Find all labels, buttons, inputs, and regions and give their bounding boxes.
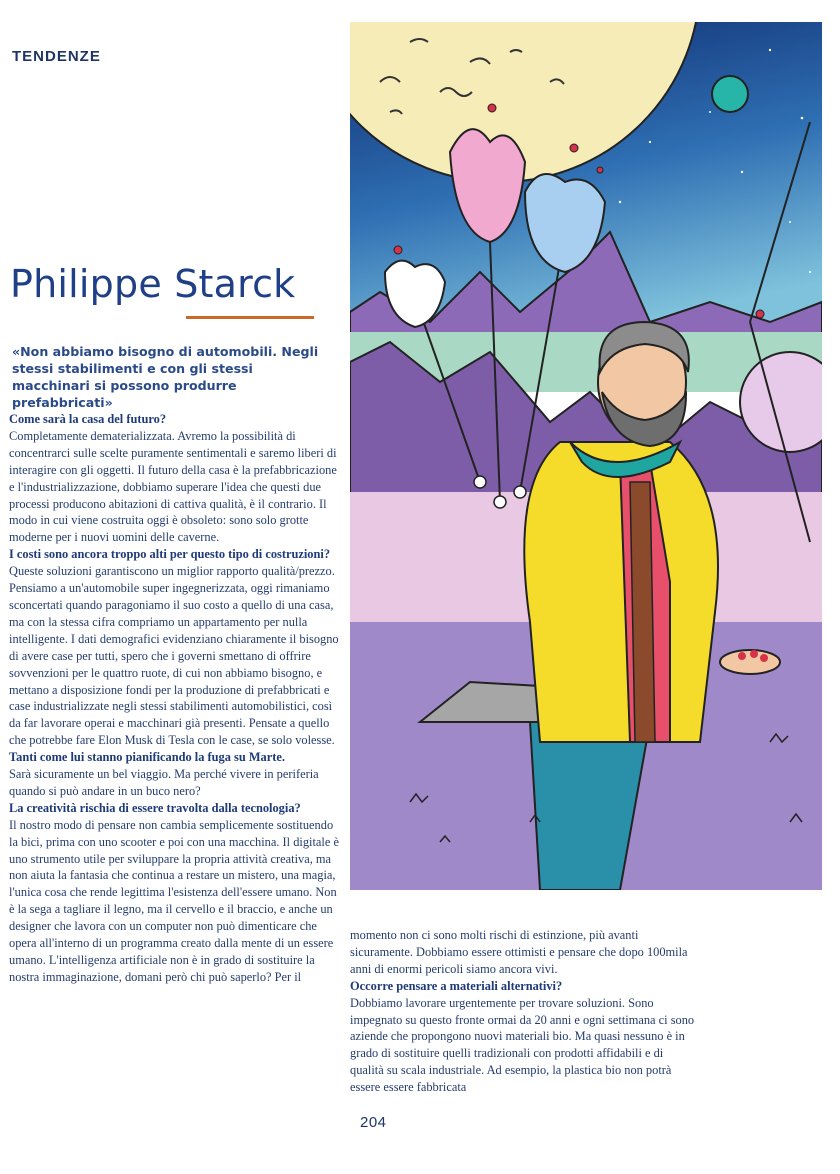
section-label: TENDENZE: [12, 48, 101, 65]
article-headline: [10, 262, 295, 306]
page-number: 204: [360, 1114, 387, 1131]
interview-answer: Queste soluzioni garantiscono un miglior rapporto qualità/prezzo. Pensiamo a un'automobile super ingegnerizzata, oggi rimaniamo sconcertati quando paragoniamo il suo costo a quello di una casa, ma con la stessa cifra compriamo un appartamento per nulla intelligente. I dati demografici evidenziano chiaramente il bisogno di avere case per tutti, spero che i governi smettano di offrire sovvenzioni per le quattro ruote, di cui non abbiamo bisogno, e mettano a disposizione fondi per la produzione di prefabbricati e case industrializzate negli stessi stabilimenti automobilistici, così da far lavorare operai e macchinari già presenti. Pensate a quello che potrebbe fare Elon Musk di Tesla con le case, se solo volesse.: [9, 564, 339, 748]
interview-answer: Completamente dematerializzata. Avremo la possibilità di concentrarci sulle scelte puramente sentimentali e saremo liberi di interagire con gli oggetti. Il futuro della casa è la prefabbricazione e l'industrializzazione, dobbiamo superare l'idea che questi due processi producono abitazioni di cattiva qualità, è il contrario. Il modo in cui viene costruita oggi è obsoleto: sono solo grotte moderne per i nuovi uomini delle caverne.: [9, 428, 337, 545]
interview-answer: Il nostro modo di pensare non cambia semplicemente sostituendo la bici, prima con uno scooter e poi con una macchina. Il digitale è uno strumento utile per sviluppare la propria attività creativa, ma non aiuta la fantasia che continua a restare un mistero, una magia, l'unica cosa che rende legittima l'esistenza dell'essere umano. Non è la sega a tagliare il legno, ma il cervello e il braccio, e anche un designer che lavora con un computer non può dimenticare che opera all'interno di un programma creato dalla mente di un essere umano. L'intelligenza artificiale non è in grado di sostituire la nostra immaginazione, domani però chi può saperlo? Per il: [9, 817, 339, 984]
portrait-illustration: [350, 22, 822, 890]
article-column-right: [350, 927, 700, 1096]
interview-question: Come sarà la casa del futuro?: [9, 412, 167, 426]
interview-question: La creatività rischia di essere travolta dalla tecnologia?: [9, 800, 301, 815]
interview-answer: Dobbiamo lavorare urgentemente per trovare soluzioni. Sono impegnato su questo fronte ormai da 20 anni e ogni settimana ci sono aziende che propongono nuovi materiali bio. Ma quasi nessuno è in grado di sostituire quelli tradizionali con prodotti affidabili e di qualità su scala industriale. Ad esempio, la plastica bio non potrà essere essere fabbricata: [350, 995, 695, 1095]
small-planet: [712, 76, 748, 112]
pull-quote: «Non abbiamo bisogno di automobili. Negli stessi stabilimenti e con gli stessi macchinari si possono produrre prefabbricati»: [12, 344, 319, 410]
headline-first-name: Philippe: [10, 262, 162, 306]
interview-answer: Sarà sicuramente un bel viaggio. Ma perché vivere in periferia quando si può andare in un buco nero?: [9, 767, 319, 798]
headline-underline: [186, 316, 314, 319]
interview-question: Tanti come lui stanno pianificando la fuga su Marte.: [9, 750, 285, 765]
interview-question: Occorre pensare a materiali alternativi?: [350, 978, 563, 993]
headline-last-name: Starck: [174, 262, 296, 306]
article-column-left: [9, 411, 339, 986]
interview-question: I costi sono ancora troppo alti per questo tipo di costruzioni?: [9, 547, 331, 562]
interview-answer: momento non ci sono molti rischi di estinzione, più avanti sicuramente. Dobbiamo essere ottimisti e pensare che dopo 100mila anni di enormi pericoli siamo ancora vivi.: [350, 928, 688, 976]
